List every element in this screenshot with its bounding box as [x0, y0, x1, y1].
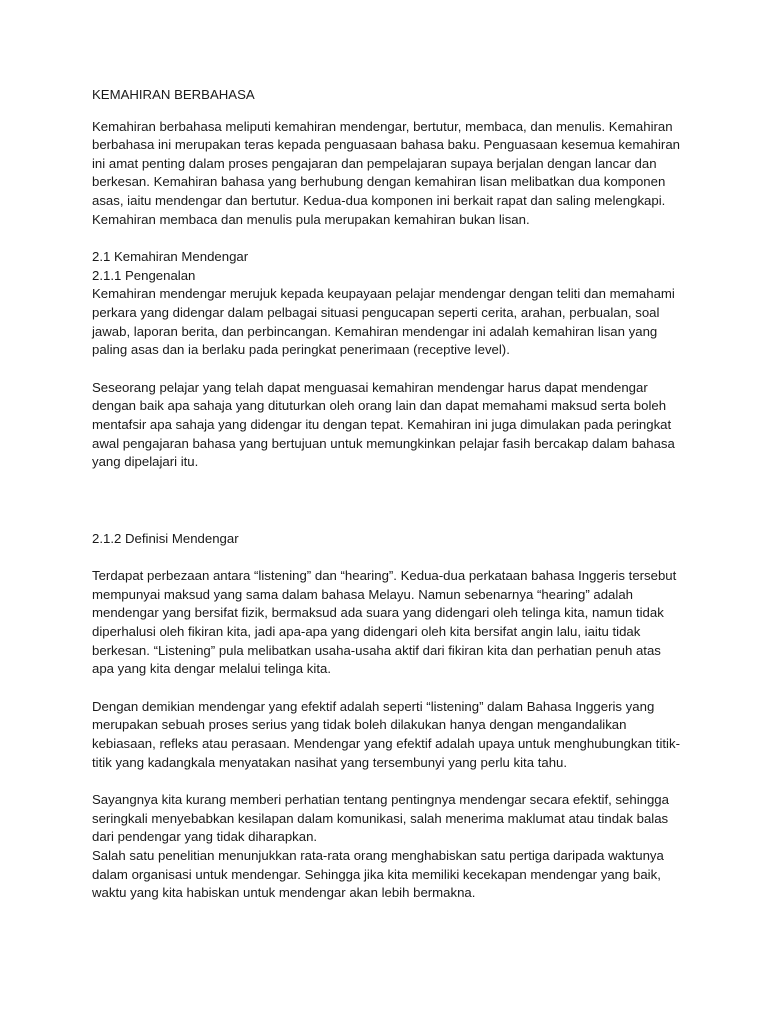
- spacer: [92, 229, 682, 248]
- definisi-paragraph-2: Dengan demikian mendengar yang efektif adalah seperti “listening” dalam Bahasa Inggeris yang merupakan sebuah proses serius yang tidak boleh dilakukan hanya dengan mengandalikan kebiasaan, refleks atau perasaan. Mendengar yang efektif adalah upaya untuk menghubungkan titik-titik yang kadangkala menyatakan nasihat yang tersembunyi yang perlu kita tahu.: [92, 698, 680, 770]
- spacer: [92, 772, 682, 791]
- document-title: KEMAHIRAN BERBAHASA: [92, 87, 255, 102]
- pengenalan-paragraph-2: Seseorang pelajar yang telah dapat menguasai kemahiran mendengar harus dapat mendengar dengan baik apa sahaja yang dituturkan oleh orang lain dan dapat memahami maksud serta boleh mentafsir apa sahaja yang didengar itu dengan tepat. Kemahiran ini juga dimulakan pada peringkat awal pengajaran bahasa yang bertujuan untuk memungkinkan pelajar fasih bercakap dalam bahasa yang dipelajari itu.: [92, 379, 675, 470]
- pengenalan-paragraph-1: Kemahiran mendengar merujuk kepada keupayaan pelajar mendengar dengan teliti dan memahami perkara yang didengar dalam pelbagai situasi pengucapan seperti cerita, arahan, perbualan, soal jawab, laporan berita, dan perbincangan. Kemahiran mendengar ini adalah kemahiran lisan yang paling asas dan ia berlaku pada peringkat penerimaan (receptive level).: [92, 286, 675, 358]
- section-heading-2-1-2: 2.1.2 Definisi Mendengar: [92, 530, 239, 546]
- spacer: [92, 548, 682, 567]
- definisi-paragraph-4: Salah satu penelitian menunjukkan rata-rata orang menghabiskan satu pertiga daripada waktunya dalam organisasi untuk mendengar. Sehingga jika kita memiliki kecekapan mendengar yang baik, waktu yang kita habiskan untuk mendengar akan lebih bermakna.: [92, 848, 664, 901]
- spacer: [92, 679, 682, 698]
- document-page: [92, 86, 682, 903]
- intro-paragraph: Kemahiran berbahasa meliputi kemahiran mendengar, bertutur, membaca, dan menulis. Kemahiran berbahasa ini merupakan teras kepada penguasaan bahasa baku. Penguasaan kesemua kemahiran ini amat penting dalam proses pengajaran dan pempelajaran supaya berjalan dengan lancar dan berkesan. Kemahiran bahasa yang berhubung dengan kemahiran lisan melibatkan dua komponen asas, iaitu mendengar dan bertutur. Kedua-dua komponen ini berkait rapat dan saling melengkapi. Kemahiran membaca dan menulis pula merupakan kemahiran bukan lisan.: [92, 118, 680, 227]
- definisi-paragraph-1: Terdapat perbezaan antara “listening” dan “hearing”. Kedua-dua perkataan bahasa Inggeris tersebut mempunyai maksud yang sama dalam bahasa Melayu. Namun sebenarnya “hearing” adalah mendengar yang bersifat fizik, bermaksud ada suara yang didengari oleh telinga kita, namun tidak diperhalusi oleh fikiran kita, jadi apa-apa yang didengari oleh kita bersifat angin lalu, iaitu tidak berkesan. “Listening” pula melibatkan usaha-usaha aktif dari fikiran kita dan perhatian penuh atas apa yang kita dengar melalui telinga kita.: [92, 568, 677, 677]
- definisi-paragraph-3: Sayangnya kita kurang memberi perhatian tentang pentingnya mendengar secara efektif, sehingga seringkali menyebabkan kesilapan dalam komunikasi, salah menerima maklumat atau tindak balas dari pendengar yang tidak diharapkan.: [92, 792, 669, 845]
- spacer: [92, 360, 682, 379]
- section-heading-2-1-1: 2.1.1 Pengenalan: [92, 267, 196, 283]
- section-heading-2-1: 2.1 Kemahiran Mendengar: [92, 249, 249, 265]
- spacer: [92, 472, 682, 530]
